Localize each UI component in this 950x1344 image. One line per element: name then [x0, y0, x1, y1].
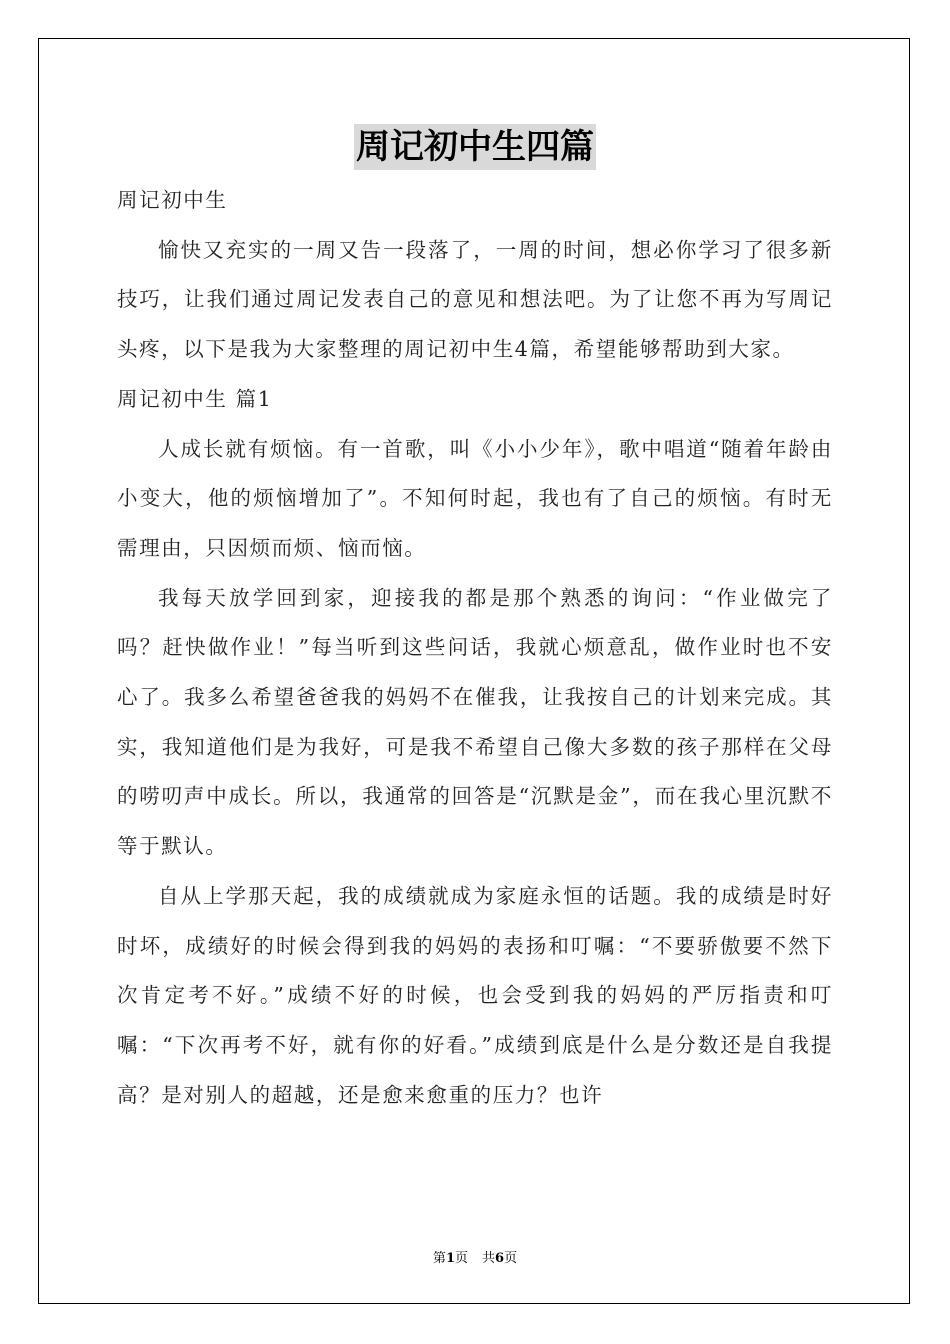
- page-number-current: 1: [445, 1251, 455, 1266]
- document-title: 周记初中生四篇: [354, 124, 596, 170]
- page-number-suffix: 页: [454, 1251, 468, 1266]
- body-paragraph: 我每天放学回到家，迎接我的都是那个熟悉的询问：“作业做完了吗？赶快做作业！”每当听到这些问话，我就心烦意乱，做作业时也不安心了。我多么希望爸爸我的妈妈不在催我，让我按自己的计划来完成。其实，我知道他们是为我好，可是我不希望自己像大多数的孩子那样在父母的唠叨声中成长。所以，我通常的回答是“沉默是金”，而在我心里沉默不等于默认。: [117, 585, 833, 859]
- body-paragraph: 自从上学那天起，我的成绩就成为家庭永恒的话题。我的成绩是时好时坏，成绩好的时候会得到我的妈妈的表扬和叮嘱：“不要骄傲要不然下次肯定考不好。”成绩不好的时候，也会受到我的妈妈的严厉指责和叮嘱：“下次再考不好，就有你的好看。”成绩到底是什么是分数还是自我提高？是对别人的超越，还是愈来愈重的压力？也许: [117, 883, 833, 1107]
- subsection-heading: 周记初中生 篇1: [117, 386, 273, 411]
- page-total-prefix: 共: [482, 1251, 496, 1266]
- intro-paragraph: 愉快又充实的一周又告一段落了，一周的时间，想必你学习了很多新技巧，让我们通过周记发表自己的意见和想法吧。为了让您不再为写周记头疼，以下是我为大家整理的周记初中生4篇，希望能够帮助到大家。: [117, 237, 833, 362]
- document-title-wrap: [0, 124, 950, 170]
- document-body: [117, 176, 833, 1120]
- section-heading: 周记初中生: [117, 188, 228, 212]
- page-number-prefix: 第: [432, 1251, 446, 1266]
- page-total-suffix: 页: [504, 1251, 518, 1266]
- body-paragraph: 人成长就有烦恼。有一首歌，叫《小小少年》，歌中唱道“随着年龄由小变大，他的烦恼增加了”。不知何时起，我也有了自己的烦恼。有时无需理由，只因烦而烦、恼而恼。: [117, 436, 833, 560]
- page-footer: [0, 1247, 950, 1266]
- page-total-count: 6: [495, 1251, 505, 1266]
